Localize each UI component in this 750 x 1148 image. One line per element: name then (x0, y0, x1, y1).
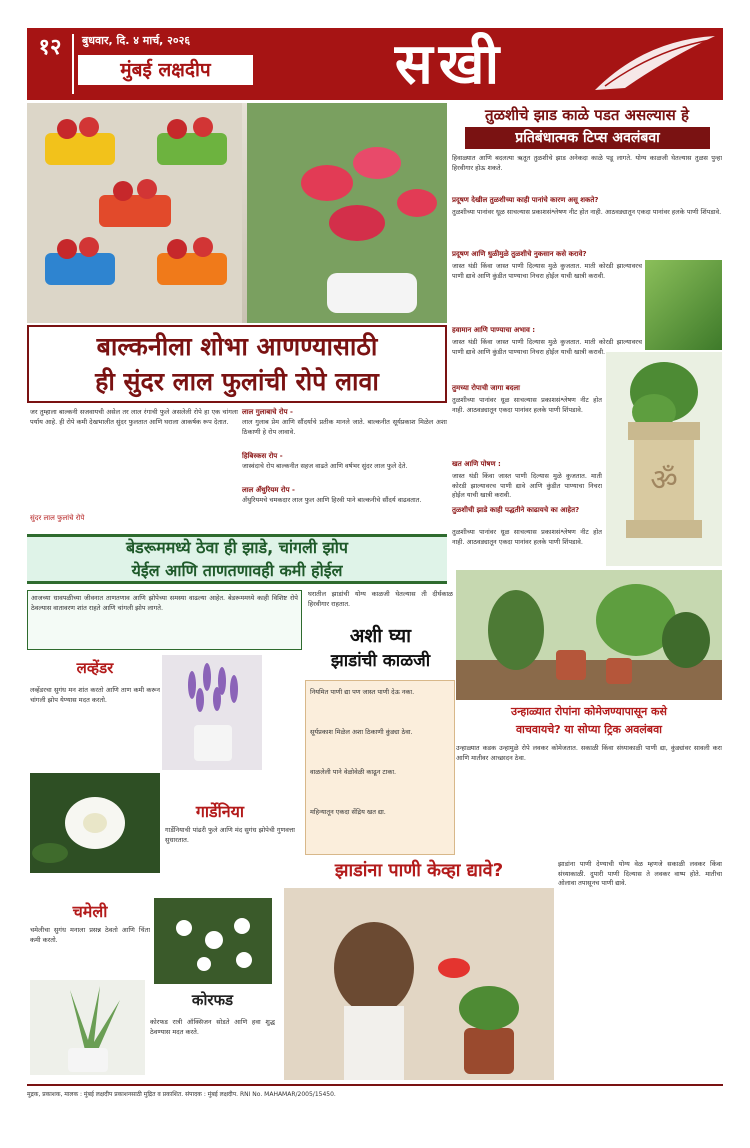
tulsi-sub3: तुमच्या रोपाची जागा बदला (452, 384, 520, 392)
svg-text:ॐ: ॐ (650, 463, 678, 498)
bedroom-headline-line1: बेडरूममध्ये ठेवा ही झाडे, चांगली झोप (126, 538, 348, 557)
care-intro: घरातील झाडांची योग्य काळजी घेतल्यास ती दीर्घकाळ हिरवीगार राहतात. (308, 590, 453, 608)
balcony-headline-line1: बाल्कनीला शोभा आणण्यासाठी (96, 332, 378, 361)
jasmine-title: चमेली (72, 902, 108, 921)
jasmine-photo (154, 898, 272, 984)
plant1-text: लाल गुलाब प्रेम आणि सौंदर्याचे प्रतीक मानले जाते. बाल्कनीत सूर्यप्रकाश मिळेल अशा ठिकाणी हे रोप लावावे. (242, 418, 447, 436)
tulsi-sub2: हवामान आणि पाण्याचा अभाव : (452, 326, 536, 334)
care-tip-2: सूर्यप्रकाश मिळेल अशा ठिकाणी कुंड्या ठेवा. (310, 728, 413, 736)
tulsi-headline-line1: तुळशीचे झाड काळे पडत असल्यास हे (485, 106, 689, 124)
footer-rule (27, 1084, 723, 1086)
care-tip-4: महिन्यातून एकदा सेंद्रिय खत द्या. (310, 808, 386, 816)
gardenia-photo (30, 773, 160, 873)
tulsi-para2: जास्त थंडी किंवा जास्त पाणी दिल्यास मुळे कुजतात. माती कोरडी झाल्यावरच पाणी द्यावे आणि कुंडीत पाण्याचा निचरा होईल याची खात्री करावी. (452, 262, 642, 280)
bedroom-intro: आजच्या धावपळीच्या जीवनात ताणतणाव आणि झोपेच्या समस्या वाढल्या आहेत. बेडरूममध्ये काही विशिष्ट रोपे ठेवल्यास वातावरण शांत राहते आणि चांगली झोप लागते. (31, 594, 298, 612)
gardenia-title: गार्डेनिया (195, 802, 245, 821)
lavender-title: लव्हेंडर (76, 659, 114, 677)
tulsi-intro: हिवाळ्यात आणि बदलत्या ऋतूत तुळशीचे झाड अनेकदा काळे पडू लागते. योग्य काळजी घेतल्यास तुळस पुन्हा हिरवीगार होऊ शकते. (452, 154, 722, 172)
lavender-text: लव्हेंडरचा सुगंध मन शांत करतो आणि ताण कमी करून चांगली झोप येण्यास मदत करतो. (30, 686, 160, 704)
aloe-title: कोरफड (191, 991, 234, 1009)
tulsi-sub5: तुळशीची झाडे काही पद्धतीने काढायचे का आहेत? (452, 506, 580, 514)
tulsi-para2-repeat: जास्त थंडी किंवा जास्त पाणी दिल्यास मुळे कुजतात. माती कोरडी झाल्यावरच पाणी द्यावे आणि कुंडीत पाण्याचा निचरा होईल याची खात्री करावी. (452, 338, 642, 356)
section-title: सखी (394, 31, 506, 97)
plant3-title: लाल अँथुरियम रोप - (242, 486, 295, 494)
tulsi-para1-repeat2: तुळशीच्या पानांवर धूळ साचल्यास प्रकाशसंश्लेषण नीट होत नाही. आठवड्यातून एकदा पानांवर हलके पाणी शिंपडावे. (452, 528, 602, 546)
tulsi-para1-repeat: तुळशीच्या पानांवर धूळ साचल्यास प्रकाशसंश्लेषण नीट होत नाही. आठवड्यातून एकदा पानांवर हलके पाणी शिंपडावे. (452, 396, 602, 414)
balcony-caption: सुंदर लाल फुलांचे रोपे (30, 514, 85, 522)
summer-photo (456, 570, 722, 700)
water-text: झाडांना पाणी देण्याची योग्य वेळ म्हणजे सकाळी लवकर किंवा संध्याकाळी. दुपारी पाणी दिल्यास ते लवकर वाष्प होते. मातीचा ओलावा तपासूनच पाणी द्यावे. (558, 860, 722, 888)
care-tip-1: नियमित पाणी द्या पण जास्त पाणी देऊ नका. (310, 688, 415, 696)
jasmine-text: चमेलीचा सुगंध मनाला प्रसन्न ठेवतो आणि चिंता कमी करतो. (30, 926, 150, 944)
tulsi-sub4: खत आणि पोषण : (452, 460, 501, 468)
water-headline: झाडांना पाणी केव्हा द्यावे? (334, 860, 504, 881)
page-number: १२ (38, 35, 62, 60)
aloe-photo (30, 980, 145, 1075)
paper-name: मुंबई लक्षदीप (78, 55, 253, 85)
tulsi-plant-photo (645, 260, 722, 350)
bedroom-headline-line2: येईल आणि ताणतणावही कमी होईल (131, 561, 343, 580)
tulsi-planter-illustration (606, 352, 722, 566)
summer-headline-line2: वाचवायचे? या सोप्या ट्रिक अवलंबवा (515, 723, 663, 736)
plant3-text: अँथुरियमचे चमकदार लाल फुल आणि हिरवी पाने बाल्कनीचे सौंदर्य वाढवतात. (242, 496, 422, 504)
water-photo (284, 888, 554, 1080)
summer-headline-line1: उन्हाळ्यात रोपांना कोमेजण्यापासून कसे (511, 705, 667, 718)
tulsi-para1: तुळशीच्या पानांवर धूळ साचल्यास प्रकाशसंश्लेषण नीट होत नाही. आठवड्यातून एकदा पानांवर हलके पाणी शिंपडावे. (452, 208, 722, 216)
tulsi-sub1: प्रदूषण आणि धुळीमुळे तुळशीचे नुकसान कसे करावे? (452, 250, 587, 258)
aloe-text: कोरफड रात्री ऑक्सिजन सोडते आणि हवा शुद्ध ठेवण्यास मदत करते. (150, 1018, 275, 1036)
balcony-intro: जर तुम्हाला बाल्कनी सजवायची असेल तर लाल रंगाची फुले असलेली रोपे हा एक चांगला पर्याय आहे. ही रोपे कमी देखभालीत सुंदर फुलतात आणि घराला आकर्षक रूप देतात. (30, 408, 238, 426)
summer-text: उन्हाळ्यात कडक उन्हामुळे रोपे लवकर कोमेजतात. सकाळी किंवा संध्याकाळी पाणी द्या, कुंड्यांवर सावली करा आणि मातीवर आच्छादन ठेवा. (456, 744, 722, 762)
page-divider (72, 34, 74, 94)
feather-logo-icon (585, 30, 720, 98)
plant2-text: जास्वंदाचे रोप बाल्कनीत सहज वाढते आणि वर्षभर सुंदर लाल फुले देते. (242, 462, 408, 470)
tulsi-headline-line2: प्रतिबंधात्मक टिप्स अवलंबवा (465, 127, 710, 149)
balcony-headline-line2: ही सुंदर लाल फुलांची रोपे लावा (95, 367, 379, 396)
tulsi-q1: प्रदूषण देखील तुळशीच्या काही पानांचे कारण असू शकते? (452, 196, 599, 204)
lavender-photo (162, 655, 262, 770)
issue-date: बुधवार, दि. ४ मार्च, २०२६ (82, 34, 191, 47)
tulsi-para2-repeat2: जास्त थंडी किंवा जास्त पाणी दिल्यास मुळे कुजतात. माती कोरडी झाल्यावरच पाणी द्यावे आणि कुंडीत पाण्याचा निचरा होईल याची खात्री करावी. (452, 472, 602, 500)
plant1-title: लाल गुलाबाचे रोप - (242, 408, 293, 416)
plant2-title: हिबिस्कस रोप - (242, 452, 283, 460)
care-headline-line1: अशी घ्या (349, 625, 412, 647)
gardenia-text: गार्डेनियाची पांढरी फुले आणि मंद सुगंध झोपेची गुणवत्ता सुधारतात. (165, 826, 295, 844)
footer-imprint: मुद्रक, प्रकाशक, मालक : मुंबई लक्षदीप प्रकाशनसाठी मुद्रित व प्रकाशित. संपादक : मुंबई लक्षदीप. RNI No. MAHAMAR/2005/15450. (27, 1091, 336, 1098)
balcony-photo (27, 103, 447, 323)
care-headline-line2: झाडांची काळजी (330, 651, 431, 671)
care-tip-3: वाळलेली पाने वेळोवेळी काढून टाका. (310, 768, 397, 776)
